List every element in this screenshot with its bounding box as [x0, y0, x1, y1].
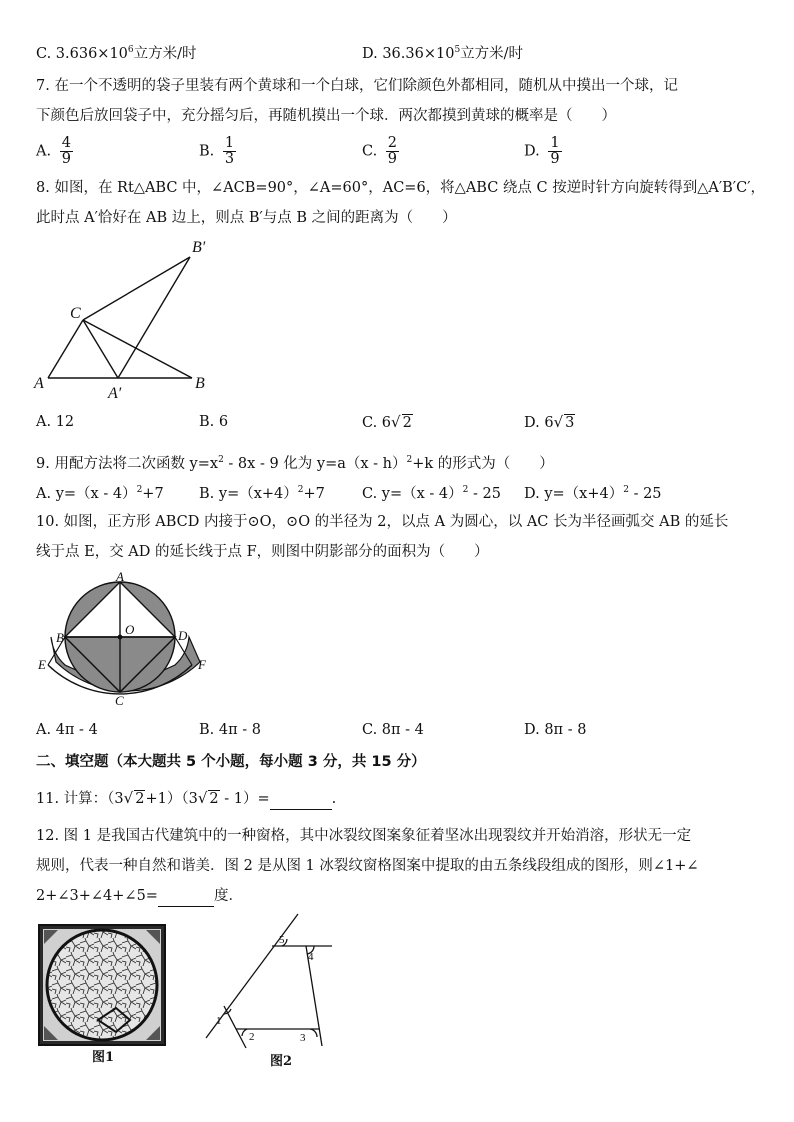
q12-line-1: 12. 图 1 是我国古代建筑中的一种窗格，其中冰裂纹图案象征着坚冰出现裂纹并开始消溶，形状无一定 — [36, 828, 692, 844]
q9-line-1 — [36, 450, 554, 474]
q8-option-b: B. 6 — [199, 414, 229, 430]
q8-line-1: 8. 如图，在 Rt△ABC 中，∠ACB=90°，∠A=60°，AC=6，将△ABC 绕点 C 按逆时针方向旋转得到△A′B′C′， — [36, 180, 765, 196]
q11-text-c: - 1）= — [219, 791, 270, 807]
q9-option-a-tail: +7 — [142, 486, 164, 502]
q10-option-d: D. 8π - 8 — [524, 722, 587, 738]
q6-option-d-exp: 5 — [454, 45, 461, 55]
q9-option-a-exp: 2 — [136, 485, 143, 495]
fraction-numerator: 1 — [550, 135, 560, 151]
q7-line-1: 7. 在一个不透明的袋子里装有两个黄球和一个白球，它们除颜色外都相同，随机从中摸出一个球，记 — [36, 78, 678, 94]
q9-option-a-text: A. y=（x - 4） — [36, 486, 137, 502]
radical-sign: √ — [391, 413, 401, 431]
q9-option-d-text: D. y=（x+4） — [524, 486, 624, 502]
angle-arc-2 — [242, 1029, 247, 1036]
q9-text-c: +k 的形式为（ ） — [412, 456, 554, 472]
q10-line-1: 10. 如图，正方形 ABCD 内接于⊙O，⊙O 的半径为 2，以点 A 为圆心，以 AC 长为半径画弧交 AB 的延长 — [36, 514, 729, 530]
q7-option-c-fraction — [386, 136, 399, 167]
segment-a-prime-b-prime — [118, 257, 190, 378]
radicand: 3 — [565, 415, 575, 431]
q6-option-c-text: C. 3.636×10 — [36, 46, 128, 62]
q6-option-d — [362, 40, 523, 64]
angle-arc-3 — [310, 1029, 317, 1037]
section-title: 二、填空题（本大题共 5 个小题，每小题 3 分，共 15 分） — [36, 754, 426, 770]
q9-option-c-tail: - 25 — [468, 486, 501, 502]
q8-option-a: A. 12 — [36, 414, 75, 430]
q9-option-b-text: B. y=（x+4） — [199, 486, 298, 502]
q9-option-b-exp: 2 — [297, 485, 304, 495]
q9-option-d-exp: 2 — [623, 485, 629, 495]
q7-option-b-letter: B. — [199, 143, 215, 160]
q9-option-c-text: C. y=（x - 4） — [362, 486, 463, 502]
q12-text-b: 度． — [213, 888, 243, 904]
q6-option-c — [36, 40, 197, 64]
fraction-denominator: 9 — [61, 151, 71, 167]
fraction-numerator: 2 — [387, 135, 398, 151]
q9-exp-2: 2 — [406, 455, 413, 465]
q11-period: . — [331, 791, 337, 807]
q9-option-a — [36, 480, 164, 504]
q7-option-b — [199, 136, 236, 167]
answer-blank[interactable] — [270, 789, 332, 810]
q6-option-d-text: D. 36.36×10 — [362, 46, 455, 62]
q10-line-2: 线于点 E，交 AD 的延长线于点 F，则图中阴影部分的面积为（ ） — [36, 544, 489, 560]
center-point-o — [118, 635, 123, 640]
q11-line — [36, 788, 336, 810]
label-a: A — [116, 572, 124, 584]
radicand: 2 — [402, 415, 412, 431]
q11-text-b: +1）（3 — [145, 791, 198, 807]
q7-option-d-fraction — [548, 136, 561, 167]
q9-exp-1: 2 — [218, 455, 224, 465]
radicand: 2 — [135, 791, 145, 807]
radical-sign: √ — [123, 789, 134, 807]
label-c: C — [70, 305, 81, 322]
q8-option-d — [524, 412, 575, 433]
q10-option-a: A. 4π - 4 — [36, 722, 98, 738]
figure-1-caption: 图1 — [92, 1050, 115, 1065]
angle-label-4: 4 — [308, 951, 314, 963]
q10-option-b: B. 4π - 8 — [199, 722, 261, 738]
label-b: B — [195, 375, 205, 392]
q7-option-a-fraction — [60, 136, 73, 167]
segment-left-lower — [224, 1006, 246, 1048]
q12-figure-1-window — [38, 924, 166, 1046]
q9-option-b-tail: +7 — [303, 486, 325, 502]
label-f: F — [198, 657, 206, 672]
q10-option-c: C. 8π - 4 — [362, 722, 424, 738]
label-c: C — [115, 693, 124, 708]
q9-option-d — [524, 480, 662, 504]
q8-option-c-letter: C. 6 — [362, 415, 392, 431]
label-d: D — [178, 628, 188, 643]
segment-cb — [83, 320, 192, 378]
radicand: 2 — [209, 791, 219, 807]
q11-text-a: 11. 计算：（3 — [36, 791, 124, 807]
fraction-numerator: 4 — [61, 135, 71, 151]
radical-sign: √ — [197, 789, 208, 807]
label-b: B — [56, 630, 64, 645]
segment-cb-prime — [83, 257, 190, 320]
figure-2-caption: 图2 — [270, 1054, 293, 1069]
q7-line-2: 下颜色后放回袋子中，充分摇匀后，再随机摸出一个球．两次都摸到黄球的概率是（ ） — [36, 108, 616, 124]
angle-label-3: 3 — [300, 1032, 306, 1044]
q8-option-d-letter: D. 6 — [524, 415, 554, 431]
q9-text-b: - 8x - 9 化为 y=a（x - h） — [223, 456, 407, 472]
q7-option-c — [362, 136, 399, 167]
q6-option-c-exp: 6 — [127, 45, 134, 55]
q12-figure-2 — [200, 910, 340, 1052]
q8-line-2: 此时点 A′恰好在 AB 边上，则点 B′与点 B 之间的距离为（ ） — [36, 210, 457, 226]
q7-option-b-fraction — [223, 136, 236, 167]
q7-option-d — [524, 136, 562, 167]
label-e: E — [38, 657, 46, 672]
q12-line-3 — [36, 886, 243, 907]
q9-option-c — [362, 480, 501, 504]
q6-option-d-unit: 立方米/时 — [460, 46, 524, 62]
q7-option-d-letter: D. — [524, 143, 540, 160]
angle-label-1: 1 — [216, 1015, 222, 1027]
segment-ac — [48, 320, 83, 378]
q7-option-c-letter: C. — [362, 143, 378, 160]
q9-option-c-exp: 2 — [462, 485, 469, 495]
q9-option-d-tail: - 25 — [628, 486, 662, 502]
q8-figure — [30, 232, 220, 402]
q7-option-a-letter: A. — [36, 143, 52, 160]
fraction-numerator: 1 — [224, 135, 235, 151]
radical-sign: √ — [553, 413, 564, 431]
q9-option-b — [199, 480, 325, 504]
q10-figure — [34, 572, 220, 708]
answer-blank[interactable] — [158, 886, 214, 907]
q12-text-a: 2+∠3+∠4+∠5= — [36, 888, 158, 904]
label-a: A — [34, 375, 44, 392]
q7-option-a — [36, 136, 73, 167]
fraction-denominator: 9 — [387, 151, 398, 167]
label-a-prime: A′ — [108, 385, 122, 402]
q12-line-2: 规则，代表一种自然和谐美．图 2 是从图 1 冰裂纹窗格图案中提取的由五条线段组成的图形，则∠1+∠ — [36, 858, 699, 874]
angle-label-2: 2 — [249, 1031, 255, 1043]
label-b-prime: B′ — [192, 239, 206, 256]
label-o: O — [125, 622, 135, 637]
q6-option-c-unit: 立方米/时 — [133, 46, 197, 62]
fraction-denominator: 9 — [550, 151, 560, 167]
angle-label-5: 5 — [279, 934, 285, 946]
q9-text-a: 9. 用配方法将二次函数 y=x — [36, 456, 219, 472]
fraction-denominator: 3 — [224, 151, 235, 167]
q8-option-c — [362, 412, 413, 433]
